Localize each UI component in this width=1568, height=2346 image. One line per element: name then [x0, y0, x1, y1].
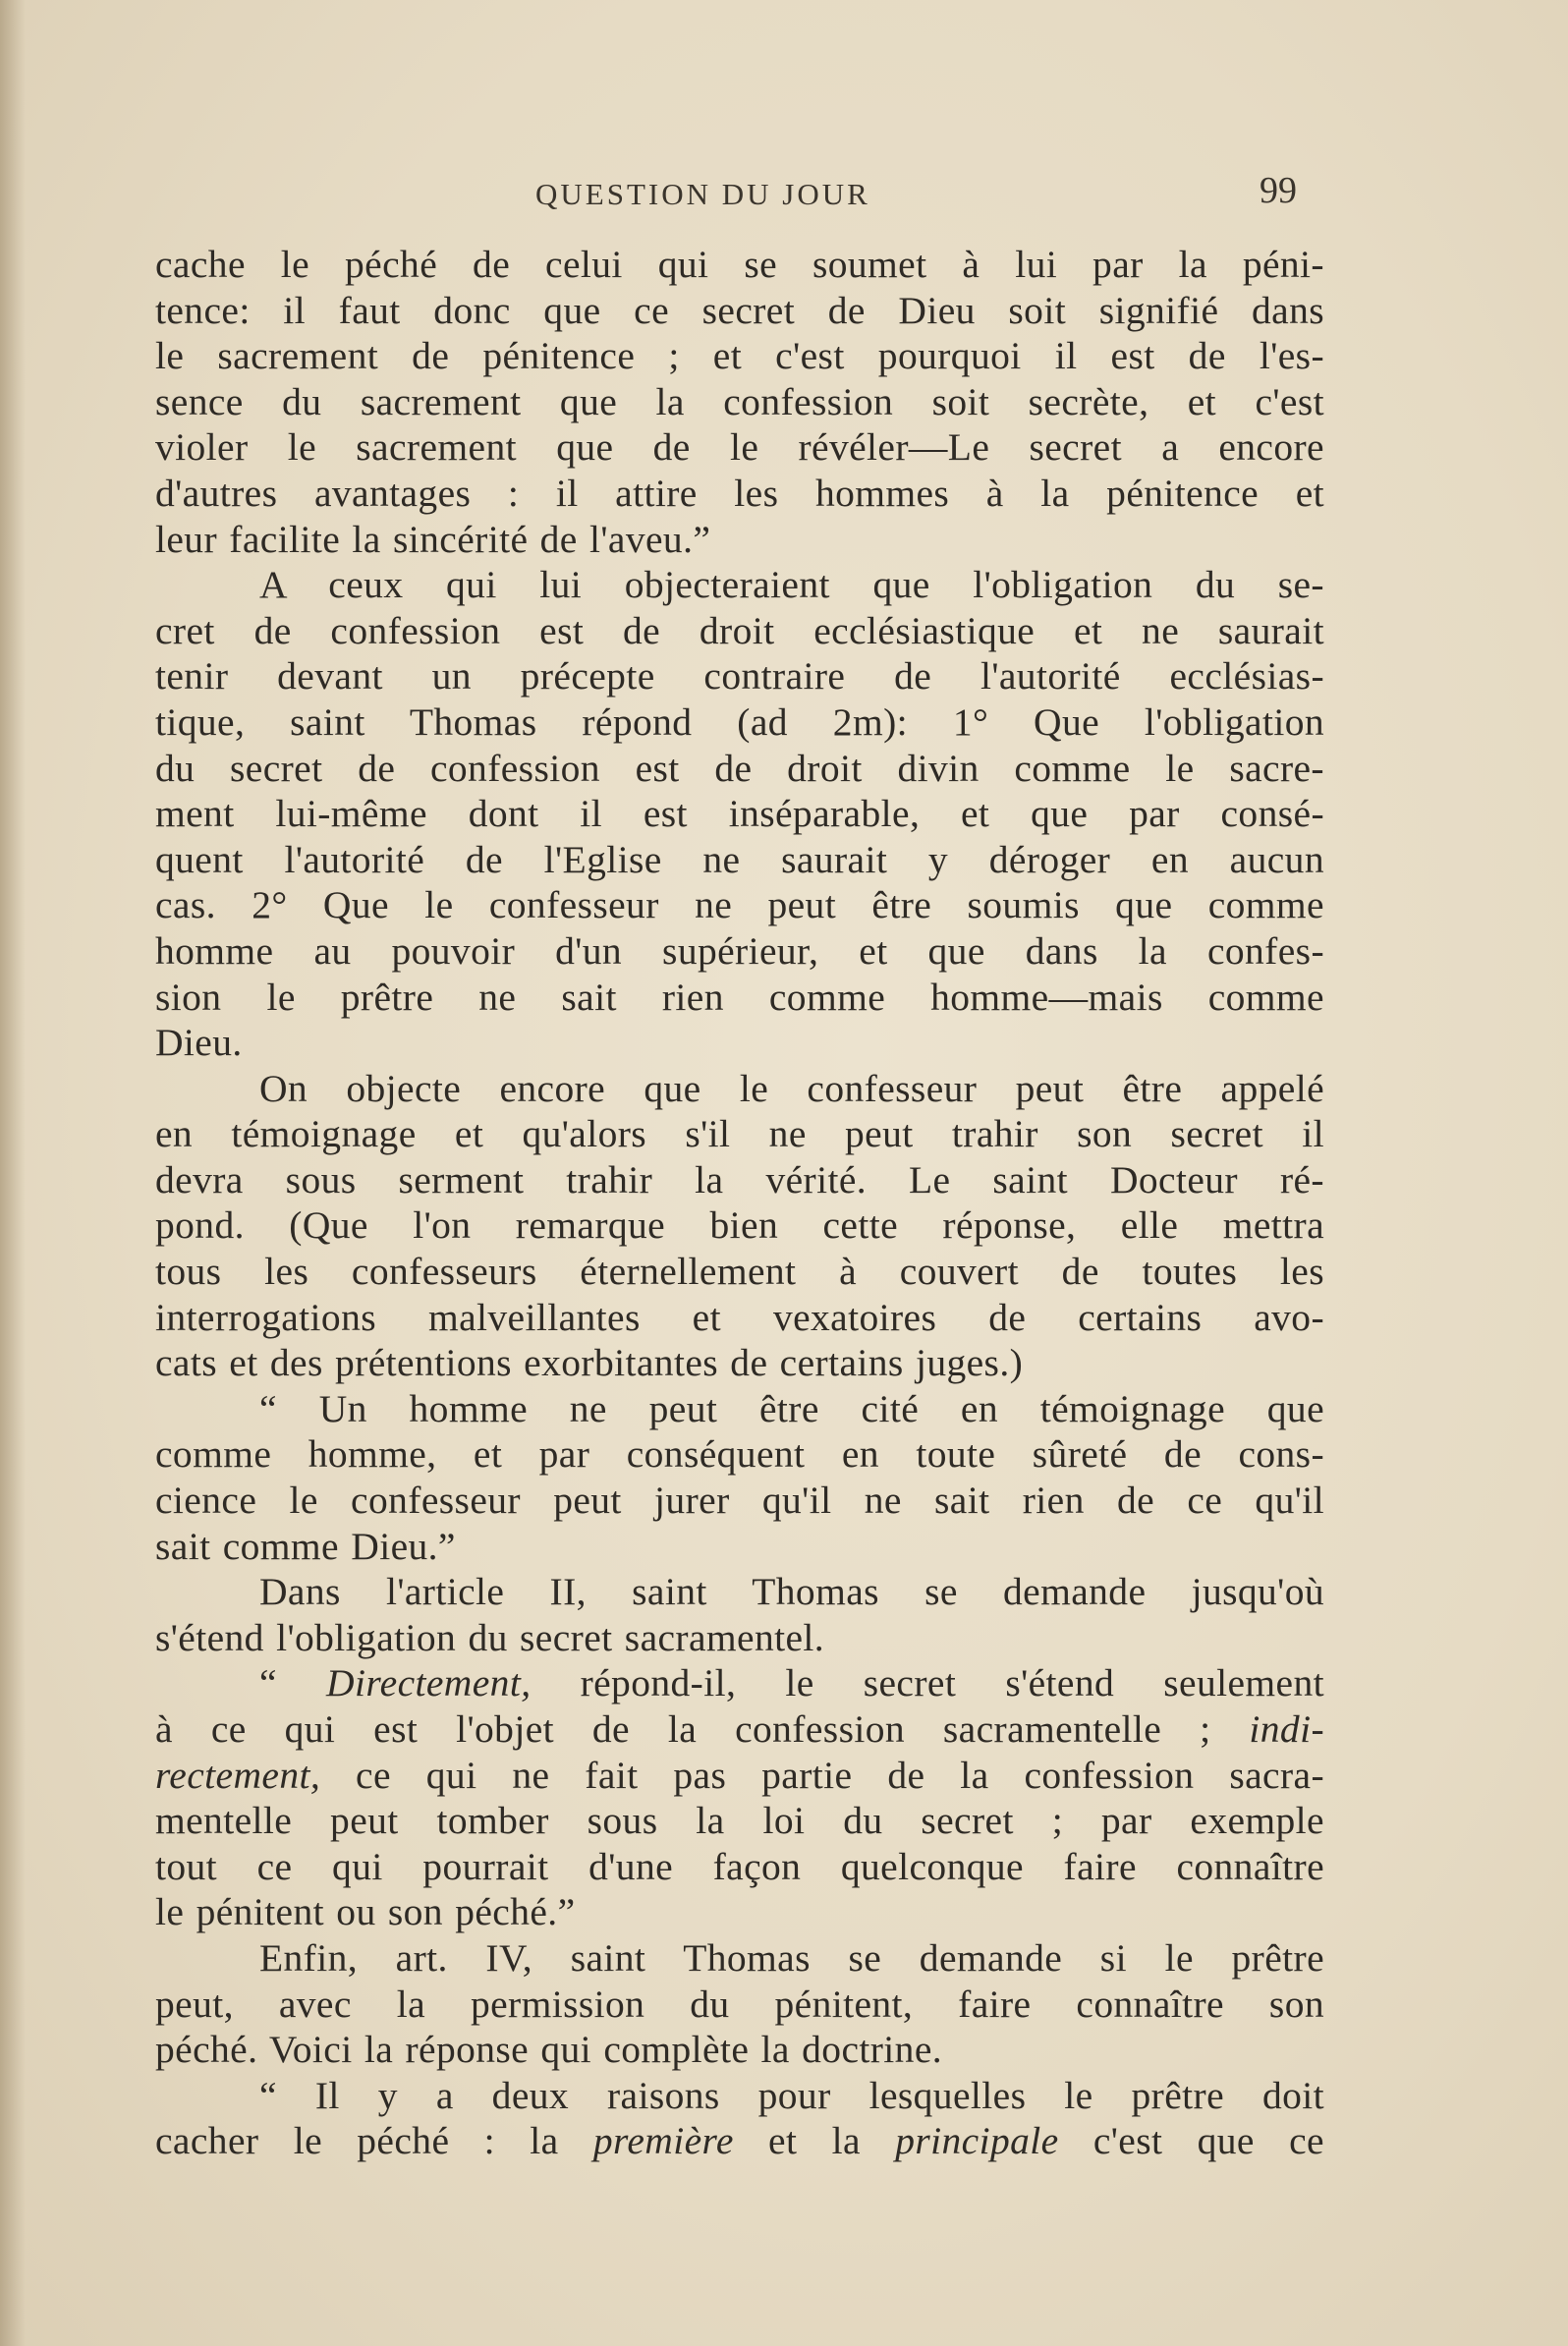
text-line: cret de confession est de droit ecclésiastique et ne saurait: [155, 608, 1324, 652]
binding-shadow: [0, 0, 26, 2346]
text-line: Dieu.: [155, 1021, 243, 1065]
text-line: [155, 1660, 1324, 1706]
text-run: à ce qui est l'objet de la confession sacramentelle ;: [155, 1707, 1250, 1751]
text-line: A ceux qui lui objecteraient que l'obligation du se-: [259, 563, 1324, 607]
text-line: le sacrement de pénitence ; et c'est pourquoi il est de l'es-: [155, 334, 1324, 378]
text-line: sion le prêtre ne sait rien comme homme—mais comme: [155, 975, 1324, 1019]
text-line: peut, avec la permission du pénitent, faire connaître son: [155, 1982, 1324, 2026]
text-line: cience le confesseur peut jurer qu'il ne sait rien de ce qu'il: [155, 1479, 1324, 1523]
text-run: ce qui ne fait pas partie de la confession sacra-: [320, 1753, 1324, 1797]
running-head: [147, 169, 1297, 218]
text-line: leur facilite la sincérité de l'aveu.”: [155, 517, 711, 561]
text-line: Enfin, art. IV, saint Thomas se demande si le prêtre: [259, 1935, 1324, 1980]
text-line: mentelle peut tomber sous la loi du secret ; par exemple: [155, 1799, 1324, 1843]
text-line: s'étend l'obligation du secret sacramentel.: [155, 1615, 825, 1659]
text-line: “ Un homme ne peut être cité en témoignage que: [259, 1386, 1324, 1430]
text-line: cache le péché de celui qui se soumet à lui par la péni-: [155, 243, 1324, 286]
text-line: pond. (Que l'on remarque bien cette réponse, elle mettra: [155, 1203, 1324, 1248]
text-line: comme homme, et par conséquent en toute sûreté de cons-: [155, 1432, 1324, 1477]
text-line: quent l'autorité de l'Eglise ne saurait y déroger en aucun: [155, 837, 1324, 881]
text-line: homme au pouvoir d'un supérieur, et que dans la confes-: [155, 928, 1324, 973]
italic-run: première: [592, 2119, 734, 2163]
running-title: QUESTION DU JOUR: [535, 177, 870, 211]
text-line: Dans l'article II, saint Thomas se demande jusqu'où: [259, 1570, 1324, 1614]
text-line: ment lui-même dont il est inséparable, et que par consé-: [155, 792, 1324, 836]
text-line: On objecte encore que le confesseur peut être appelé: [259, 1066, 1324, 1110]
text-line: sait comme Dieu.”: [155, 1524, 456, 1568]
text-run: répond-il, le secret s'étend seulement: [531, 1661, 1324, 1705]
text-line: violer le sacrement que de le révéler—Le secret a encore: [155, 425, 1324, 470]
text-line: péché. Voici la réponse qui complète la doctrine.: [155, 2028, 943, 2072]
italic-run: Directement,: [326, 1661, 532, 1705]
text-line: le pénitent ou son péché.”: [155, 1890, 576, 1934]
text-line: interrogations malveillantes et vexatoires de certains avo-: [155, 1295, 1324, 1339]
text-line: “ Il y a deux raisons pour lesquelles le prêtre doit: [259, 2073, 1324, 2117]
text-run: et la: [733, 2119, 896, 2163]
body-text: [155, 242, 1324, 2164]
page-number: 99: [1260, 170, 1297, 211]
text-line: tenir devant un précepte contraire de l'autorité ecclésias-: [155, 654, 1324, 698]
text-line: sence du sacrement que la confession soit secrète, et c'est: [155, 379, 1324, 423]
text-line: d'autres avantages : il attire les hommes à la pénitence et: [155, 471, 1324, 515]
text-run: “: [259, 1661, 327, 1705]
text-line: tence: il faut donc que ce secret de Dieu soit signifié dans: [155, 288, 1324, 332]
text-line: tique, saint Thomas répond (ad 2m): 1° Que l'obligation: [155, 699, 1324, 744]
italic-run: principale: [895, 2119, 1059, 2163]
text-line: devra sous serment trahir la vérité. Le saint Docteur ré-: [155, 1157, 1324, 1201]
text-run: c'est que ce: [1058, 2119, 1324, 2163]
text-line: en témoignage et qu'alors s'il ne peut trahir son secret il: [155, 1112, 1324, 1156]
text-line: tous les confesseurs éternellement à couvert de toutes les: [155, 1250, 1324, 1294]
italic-run: indi-: [1249, 1707, 1324, 1751]
text-line: cas. 2° Que le confesseur ne peut être soumis que comme: [155, 883, 1324, 927]
text-line: [155, 2118, 1324, 2164]
text-line: tout ce qui pourrait d'une façon quelconque faire connaître: [155, 1844, 1324, 1888]
text-line: cats et des prétentions exorbitantes de certains juges.): [155, 1341, 1024, 1385]
text-run: cacher le péché : la: [155, 2119, 593, 2163]
italic-run: rectement,: [155, 1753, 321, 1797]
text-line: [155, 1706, 1324, 1753]
text-line: du secret de confession est de droit divin comme le sacre-: [155, 746, 1324, 790]
text-line: [155, 1753, 1324, 1799]
